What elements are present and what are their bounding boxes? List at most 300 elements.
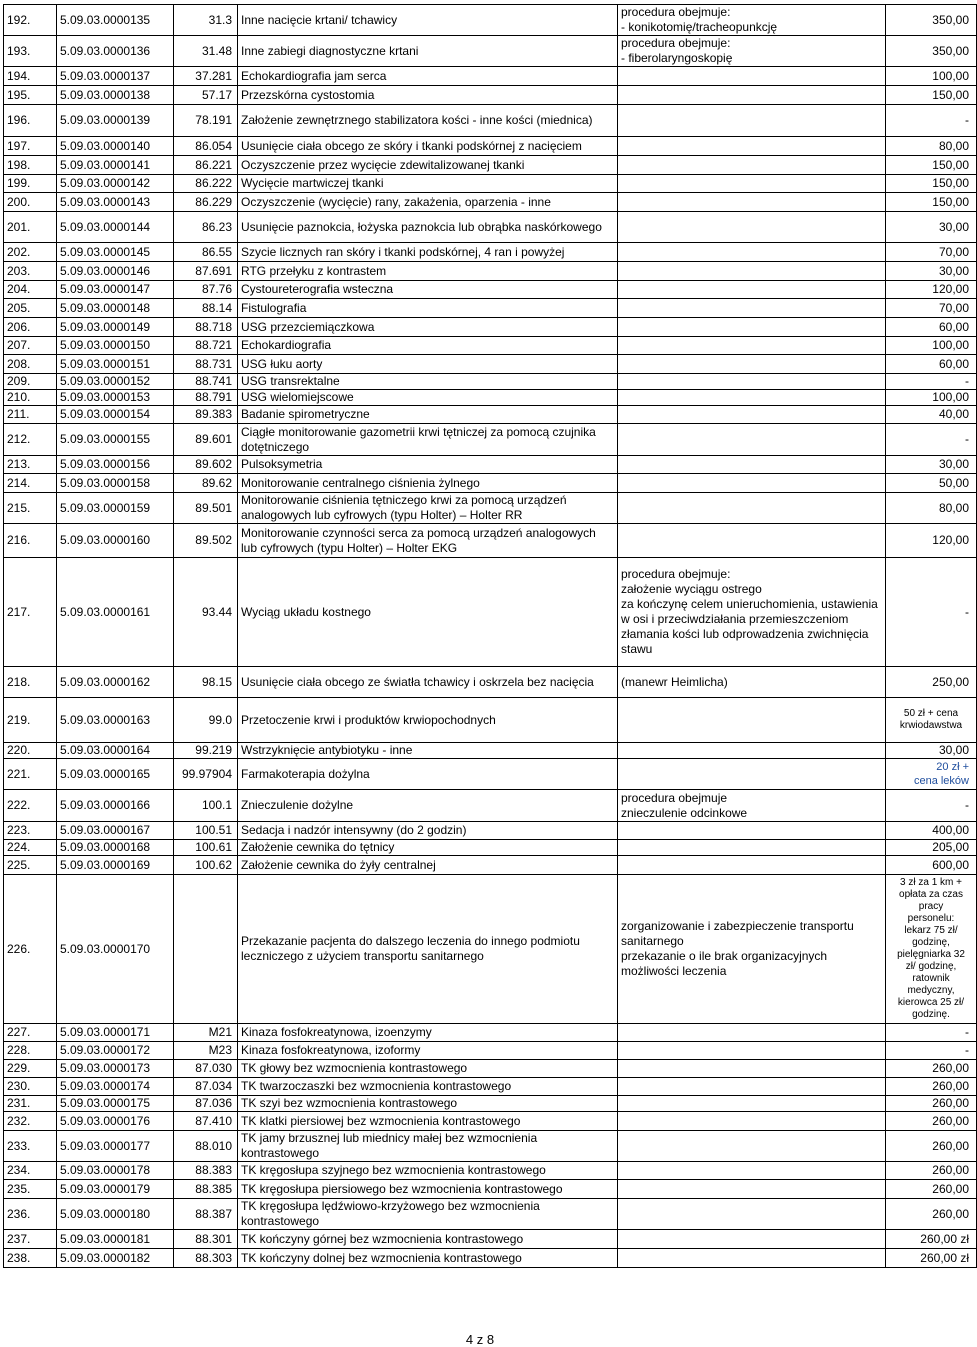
row-number-text: 197. [7,138,31,153]
procedure-price [886,86,977,105]
icd9-code [174,840,238,856]
procedure-code-text: 5.09.03.0000147 [60,282,151,296]
procedure-name-text: Założenie cewnika do żyły centralnej [241,857,436,872]
procedure-note [618,337,886,355]
procedure-code-text: 5.09.03.0000155 [60,432,151,446]
procedure-price [886,1078,977,1096]
table-row [4,698,977,743]
procedure-note [618,856,886,875]
procedure-name [238,822,618,840]
row-number-text: 237. [7,1231,31,1246]
procedure-note [618,424,886,456]
row-number [4,856,57,875]
row-number [4,137,57,156]
procedure-code [57,299,174,318]
procedure-price [886,175,977,193]
procedure-price [886,424,977,456]
procedure-price-text: 260,00 zł [920,1231,969,1246]
icd9-code [174,1024,238,1042]
icd9-code [174,36,238,67]
procedure-note [618,743,886,759]
procedure-name-text: RTG przełyku z kontrastem [241,263,387,278]
procedure-price [886,193,977,212]
procedure-code-text: 5.09.03.0000146 [60,263,151,278]
procedure-code-text: 5.09.03.0000182 [60,1250,151,1265]
procedure-name-text: Monitorowanie centralnego ciśnienia żylnego [241,475,480,490]
row-number-text: 218. [7,674,31,689]
procedure-name-text: Farmakoterapia dożylna [241,766,370,781]
procedure-code-text: 5.09.03.0000156 [60,457,151,471]
table-row [4,406,977,424]
procedure-name-text: TK kręgosłupa szyjnego bez wzmocnienia kontrastowego [241,1163,546,1177]
row-number [4,175,57,193]
row-number [4,1162,57,1180]
procedure-name [238,1042,618,1060]
procedure-code [57,355,174,374]
row-number-text: 208. [7,356,31,371]
table-row [4,743,977,759]
row-number [4,243,57,262]
row-number [4,1249,57,1268]
procedure-name-text: USG wielomiejscowe [241,390,354,404]
procedure-code [57,759,174,790]
row-number-text: 194. [7,68,31,83]
procedure-note [618,374,886,390]
procedure-name-text: Echokardiografia jam serca [241,68,387,83]
procedure-code [57,1024,174,1042]
icd9-code [174,790,238,822]
procedure-note [618,281,886,299]
procedure-code-text: 5.09.03.0000175 [60,1096,151,1110]
icd9-code-text: 87.76 [201,282,232,296]
row-number-text: 236. [7,1206,31,1221]
row-number-text: 199. [7,176,31,190]
procedure-name [238,875,618,1024]
table-row [4,337,977,355]
icd9-code-text: 86.55 [201,244,232,259]
table-row [4,36,977,67]
procedure-name [238,1230,618,1249]
procedure-name-text: Sedacja i nadzór intensywny (do 2 godzin) [241,823,467,837]
icd9-code [174,456,238,474]
procedure-note [618,243,886,262]
procedure-note [618,1230,886,1249]
icd9-code-text: 89.502 [195,533,232,547]
procedure-price [886,1042,977,1060]
procedure-name-text: Przetoczenie krwi i produktów krwiopochodnych [241,712,496,727]
icd9-code [174,262,238,281]
procedure-code [57,318,174,337]
procedure-price-text: 100,00 [932,390,969,404]
row-number [4,524,57,558]
procedure-code-text: 5.09.03.0000178 [60,1163,151,1177]
icd9-code-text: 87.410 [195,1113,232,1128]
procedure-note-text: procedura obejmuje: założenie wyciągu ostrego za kończynę celem unieruchomienia, ustawienia w osi i przeciwdziałania przemieszczeniom złamania kości lub odprowadzenia zwichnięcia stawu [621,567,878,656]
table-row [4,840,977,856]
procedure-name-text: Założenie cewnika do tętnicy [241,840,395,854]
row-number [4,1096,57,1112]
procedure-code [57,474,174,493]
procedure-price-text: 205,00 [932,840,969,854]
procedure-price-text: 120,00 [932,533,969,547]
row-number [4,558,57,667]
icd9-code-text: 88.791 [195,390,232,404]
procedure-note [618,212,886,243]
procedure-code [57,1112,174,1131]
table-row [4,424,977,456]
procedure-price-text: - [965,798,969,812]
procedure-code-text: 5.09.03.0000154 [60,407,151,421]
table-row [4,1060,977,1078]
procedure-note [618,667,886,698]
icd9-code-text: 31.3 [208,12,232,27]
row-number-text: 235. [7,1181,31,1196]
procedure-name [238,456,618,474]
procedure-note [618,86,886,105]
procedure-name-text: Monitorowanie ciśnienia tętniczego krwi za pomocą urządzeń analogowych lub cyfrowych (typu Holter) – Holter RR [241,493,567,522]
row-number-text: 223. [7,823,31,837]
procedure-note [618,1112,886,1131]
procedure-price [886,856,977,875]
procedure-code [57,856,174,875]
row-number-text: 226. [7,941,31,956]
procedure-name [238,1249,618,1268]
row-number [4,424,57,456]
icd9-code-text: 87.691 [195,263,232,278]
table-row [4,390,977,406]
procedure-note [618,156,886,175]
procedure-name [238,262,618,281]
row-number [4,299,57,318]
procedure-code-text: 5.09.03.0000140 [60,138,151,153]
row-number-text: 214. [7,475,31,490]
procedure-code [57,1060,174,1078]
table-row [4,875,977,1024]
procedure-price [886,822,977,840]
row-number [4,5,57,36]
row-number-text: 213. [7,457,31,471]
procedure-price [886,1180,977,1199]
procedure-name-text: TK jamy brzusznej lub miednicy małej bez wzmocnienia kontrastowego [241,1131,538,1160]
table-row [4,156,977,175]
procedure-name [238,1078,618,1096]
procedure-code [57,1131,174,1162]
icd9-code-text: 88.303 [195,1250,232,1265]
procedure-price [886,337,977,355]
row-number-text: 233. [7,1138,31,1153]
icd9-code [174,212,238,243]
procedure-name [238,667,618,698]
procedure-price-text: - [965,1025,969,1039]
procedure-code-text: 5.09.03.0000159 [60,500,151,515]
table-row [4,281,977,299]
procedure-code-text: 5.09.03.0000135 [60,12,151,27]
row-number-text: 221. [7,766,31,781]
row-number [4,1042,57,1060]
procedure-code [57,281,174,299]
procedure-note [618,1096,886,1112]
procedure-price [886,524,977,558]
icd9-code-text: 89.602 [195,457,232,471]
row-number-text: 198. [7,157,31,172]
table-row [4,1230,977,1249]
procedure-code-text: 5.09.03.0000138 [60,87,151,102]
procedure-note [618,790,886,822]
procedure-code [57,212,174,243]
icd9-code [174,355,238,374]
table-row [4,1078,977,1096]
procedure-code [57,137,174,156]
icd9-code-text: 87.030 [195,1061,232,1075]
procedure-note [618,105,886,137]
table-row [4,137,977,156]
row-number [4,1131,57,1162]
row-number-text: 215. [7,500,31,515]
procedure-price-text: 350,00 [932,12,969,27]
procedure-name-text: Założenie zewnętrznego stabilizatora kości - inne kości (miednica) [241,113,593,127]
procedure-note-text: (manewr Heimlicha) [621,674,728,689]
procedure-code-text: 5.09.03.0000163 [60,712,151,727]
procedure-code-text: 5.09.03.0000164 [60,743,151,757]
table-row [4,193,977,212]
icd9-code-text: 88.301 [195,1231,232,1246]
procedure-name [238,790,618,822]
procedure-name [238,86,618,105]
procedure-code [57,105,174,137]
icd9-code [174,1162,238,1180]
procedure-price-text: 70,00 [938,244,969,259]
icd9-code [174,105,238,137]
procedure-name-text: Echokardiografia [241,338,332,352]
procedure-code-text: 5.09.03.0000177 [60,1138,151,1153]
icd9-code-text: 99.0 [208,712,232,727]
procedure-name-text: Przekazanie pacjenta do dalszego leczenia do innego podmiotu leczniczego z użyciem transportu sanitarnego [241,934,580,963]
row-number [4,86,57,105]
row-number [4,212,57,243]
procedure-code [57,667,174,698]
row-number [4,1078,57,1096]
procedure-price-text: 30,00 [938,219,969,234]
icd9-code [174,524,238,558]
row-number-text: 200. [7,194,31,209]
procedure-price [886,875,977,1024]
icd9-code [174,667,238,698]
procedure-code [57,175,174,193]
icd9-code-text: 89.62 [201,475,232,490]
icd9-code-text: 89.501 [195,500,232,515]
procedure-price-text: 80,00 [938,500,969,515]
procedure-price-text: 150,00 [932,194,969,209]
procedure-price [886,1162,977,1180]
row-number-text: 209. [7,374,31,388]
icd9-code [174,1249,238,1268]
procedure-name-text: Pulsoksymetria [241,457,323,471]
row-number [4,840,57,856]
icd9-code-text: 89.601 [195,432,232,446]
procedure-name [238,67,618,86]
procedure-code [57,558,174,667]
row-number-text: 220. [7,743,31,757]
procedure-name [238,137,618,156]
procedure-code [57,193,174,212]
icd9-code [174,875,238,1024]
icd9-code [174,1131,238,1162]
procedure-code-text: 5.09.03.0000143 [60,194,151,209]
procedure-price-text: 30,00 [938,457,969,471]
procedure-note [618,822,886,840]
table-row [4,1162,977,1180]
row-number [4,390,57,406]
procedure-code-text: 5.09.03.0000158 [60,475,151,490]
procedure-code [57,406,174,424]
icd9-code-text: 86.23 [201,219,232,234]
row-number-text: 203. [7,263,31,278]
procedure-price-text: 20 zł + cena leków [913,761,969,787]
procedure-name-text: Ciągłe monitorowanie gazometrii krwi tętniczej za pomocą czujnika dotętniczego [241,424,596,454]
icd9-code-text: 88.718 [195,319,232,334]
procedure-name [238,337,618,355]
procedure-price [886,137,977,156]
procedure-price-text: 150,00 [932,87,969,102]
icd9-code [174,337,238,355]
procedure-note [618,137,886,156]
procedure-name [238,1024,618,1042]
procedure-price-text: 70,00 [938,300,969,315]
row-number-text: 212. [7,432,31,446]
procedure-note [618,299,886,318]
procedure-name-text: Inne nacięcie krtani/ tchawicy [241,12,398,27]
row-number [4,743,57,759]
procedure-name [238,1199,618,1230]
row-number-text: 222. [7,798,31,812]
procedure-name-text: Inne zabiegi diagnostyczne krtani [241,43,419,58]
table-row [4,759,977,790]
price-table-body [4,5,977,1268]
procedure-code [57,1199,174,1230]
procedure-code [57,524,174,558]
procedure-name [238,390,618,406]
procedure-name [238,1180,618,1199]
procedure-price [886,355,977,374]
icd9-code [174,743,238,759]
procedure-price-text: 260,00 [932,1163,969,1177]
row-number-text: 202. [7,244,31,259]
procedure-price [886,105,977,137]
procedure-note [618,840,886,856]
icd9-code-text: M21 [208,1025,232,1039]
icd9-code [174,137,238,156]
icd9-code-text: 37.281 [195,68,232,83]
icd9-code [174,493,238,524]
icd9-code-text: 31.48 [201,43,232,58]
procedure-code-text: 5.09.03.0000176 [60,1113,151,1128]
procedure-note [618,355,886,374]
table-row [4,5,977,36]
icd9-code [174,1199,238,1230]
procedure-price-text: 40,00 [938,407,969,421]
row-number [4,875,57,1024]
procedure-name-text: Kinaza fosfokreatynowa, izoenzymy [241,1025,432,1039]
row-number [4,759,57,790]
procedure-price [886,474,977,493]
procedure-code-text: 5.09.03.0000148 [60,300,151,315]
procedure-note [618,406,886,424]
procedure-code [57,698,174,743]
procedure-price [886,698,977,743]
procedure-code [57,875,174,1024]
row-number [4,374,57,390]
row-number [4,281,57,299]
row-number-text: 224. [7,840,31,854]
procedure-note [618,759,886,790]
procedure-price [886,374,977,390]
row-number [4,698,57,743]
procedure-code-text: 5.09.03.0000173 [60,1061,151,1075]
procedure-code [57,840,174,856]
procedure-name [238,424,618,456]
procedure-code-text: 5.09.03.0000160 [60,533,151,547]
row-number-text: 225. [7,857,31,872]
procedure-price [886,1112,977,1131]
procedure-name [238,474,618,493]
row-number-text: 210. [7,390,31,404]
procedure-name-text: TK kończyny dolnej bez wzmocnienia kontrastowego [241,1250,522,1265]
procedure-name [238,524,618,558]
row-number-text: 231. [7,1096,31,1110]
icd9-code [174,86,238,105]
row-number [4,318,57,337]
icd9-code [174,856,238,875]
procedure-price [886,156,977,175]
row-number [4,790,57,822]
row-number-text: 193. [7,43,31,58]
procedure-price [886,67,977,86]
icd9-code-text: 88.721 [195,338,232,352]
procedure-note [618,318,886,337]
procedure-note [618,1162,886,1180]
procedure-name [238,1162,618,1180]
procedure-price [886,1249,977,1268]
procedure-price [886,1230,977,1249]
icd9-code [174,374,238,390]
procedure-name [238,36,618,67]
row-number [4,262,57,281]
procedure-name [238,558,618,667]
procedure-price-text: 50,00 [938,475,969,490]
row-number-text: 216. [7,533,31,547]
procedure-name-text: Wyciąg układu kostnego [241,604,371,619]
icd9-code-text: 100.62 [195,857,232,872]
procedure-code [57,1042,174,1060]
procedure-name-text: Wycięcie martwiczej tkanki [241,176,384,190]
procedure-code [57,243,174,262]
table-row [4,175,977,193]
icd9-code [174,698,238,743]
procedure-note-text: procedura obejmuje znieczulenie odcinkowe [621,790,748,820]
icd9-code-text: 86.222 [195,176,232,190]
procedure-code [57,374,174,390]
procedure-name-text: TK głowy bez wzmocnienia kontrastowego [241,1061,468,1075]
icd9-code [174,175,238,193]
procedure-price-text: - [965,374,969,388]
icd9-code-text: 86.221 [195,157,232,172]
row-number-text: 196. [7,113,31,127]
procedure-price-text: 100,00 [932,68,969,83]
icd9-code [174,558,238,667]
table-row [4,318,977,337]
procedure-name-text: Fistulografia [241,300,307,315]
procedure-name-text: TK twarzoczaszki bez wzmocnienia kontrastowego [241,1079,512,1093]
